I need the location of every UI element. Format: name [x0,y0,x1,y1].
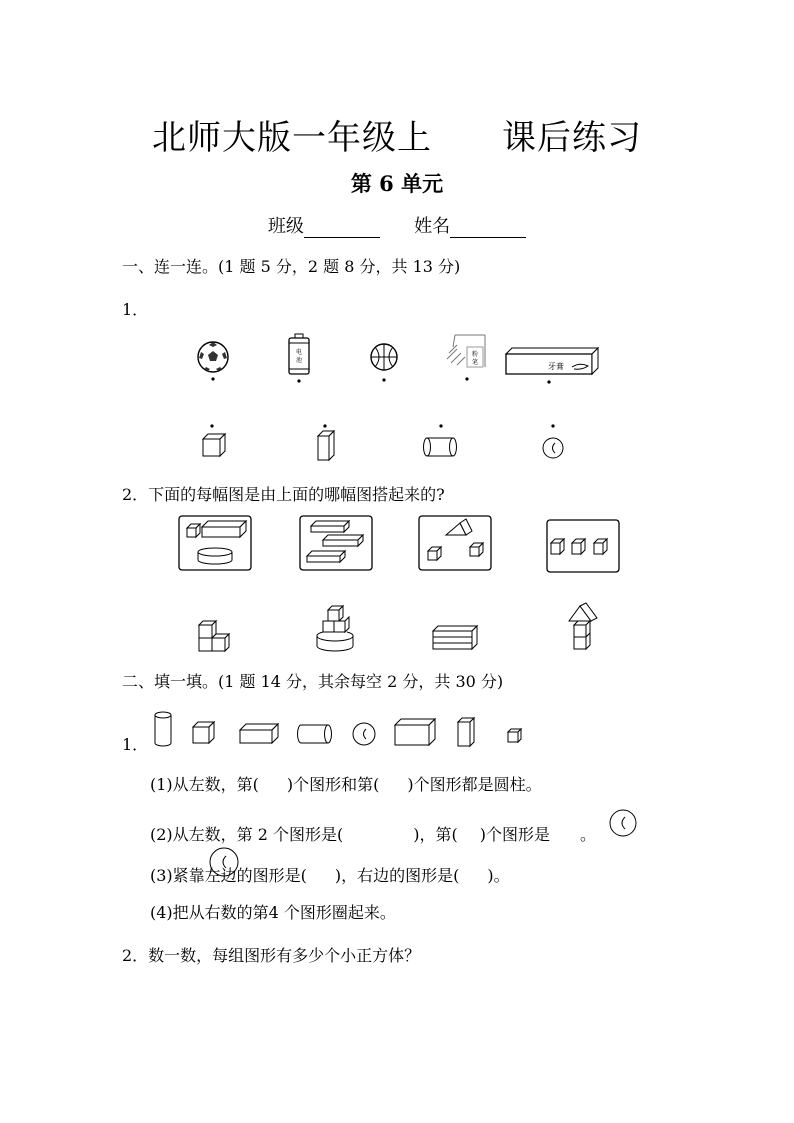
p2-text-a: (2)从左数，第 2 个图形是( [150,825,344,844]
section2-heading: 二、填一填。(1 题 14 分，其余每空 2 分，共 30 分) [122,672,504,691]
frame-a-icon [178,515,252,571]
sphere-shape-icon [540,424,566,460]
big-cuboid-icon [393,717,437,747]
cube-shape-icon [201,424,227,460]
svg-text:粉: 粉 [471,351,479,358]
soccer-ball-icon [196,340,230,382]
svg-text:牙膏: 牙膏 [548,362,564,371]
tall-cuboid-icon [456,716,476,748]
section2-q2: 2．数一数，每组图形有多少个小正方体？ [122,946,421,965]
p1-text-a: (1)从左数，第( [150,775,259,794]
structure-c-icon [430,624,480,652]
name-blank[interactable] [450,219,526,238]
section1-q2: 2．下面的每幅图是由上面的哪幅图搭起来的? [122,485,445,504]
cuboid-shape-icon [314,424,338,462]
battery-icon [286,333,312,383]
p2-text-b: )，第( [413,825,458,844]
small-cube-icon [506,727,524,745]
svg-text:池: 池 [295,357,303,364]
sub-question-4: (4)把从右数的第4 个图形圈起来。 [150,903,396,922]
chalk-box-icon [445,333,489,383]
horizontal-cylinder-icon [296,723,334,745]
cylinder-shape-icon [422,424,460,460]
title-left: 北师大版一年级上 [152,118,432,158]
class-blank[interactable] [304,219,380,238]
cube-icon [191,720,217,746]
frame-c-icon [418,515,492,571]
page-title [0,110,794,159]
p3-text-a: (3)紧靠 [150,866,205,885]
p3-text-d: )。 [487,866,510,885]
class-label: 班级 [267,216,304,237]
p3-text-b: 左边的图形是( [204,866,307,885]
sub-question-2 [150,822,596,845]
structure-a-icon [196,618,232,652]
name-label: 姓名 [414,216,451,237]
frame-b-icon [299,515,373,571]
structure-d-icon [566,603,602,653]
sub-question-1 [150,772,542,795]
p3-text-c: )，右边的图形是( [334,866,460,885]
p2-text-d: 。 [580,825,597,844]
upright-cylinder-icon [153,710,173,748]
cuboid-icon [238,722,280,746]
section1-heading: 一、连一连。(1 题 5 分，2 题 8 分，共 13 分) [122,257,461,276]
p2-sphere-icon [608,808,638,838]
basketball-icon [369,342,399,382]
svg-text:电: 电 [295,349,303,356]
sub-question-3 [150,863,510,886]
unit-title: 第 6 单元 [350,171,444,196]
frame-d-icon [546,519,620,573]
svg-text:笔: 笔 [471,359,479,366]
toothpaste-box-icon [506,348,602,384]
p1-text-c: )个图形都是圆柱。 [407,775,542,794]
p3-sphere-icon [208,846,240,878]
structure-b-icon [312,604,358,652]
title-right: 课后练习 [502,118,642,158]
p2-text-c: )个图形是 [479,825,551,844]
section2-q1-number: 1． [122,735,149,754]
sphere-icon [351,721,377,747]
section1-q1-number: 1． [122,300,149,319]
p1-text-b: )个图形和第( [286,775,380,794]
student-info-line [0,212,794,238]
